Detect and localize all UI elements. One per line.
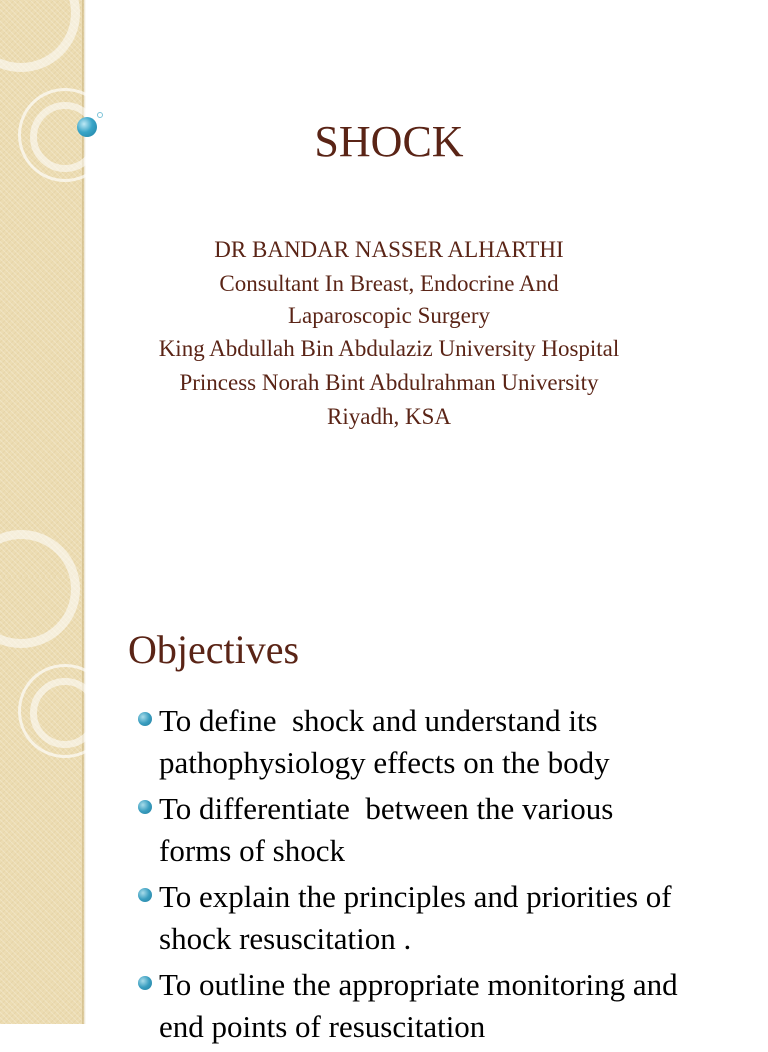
bullet-line: end points of resuscitation	[159, 1009, 486, 1044]
slide-title: Objectives	[128, 627, 300, 672]
slide-title: SHOCK	[314, 117, 464, 166]
round-bullet-icon	[138, 712, 152, 726]
author-location: Riyadh, KSA	[327, 404, 451, 429]
decorative-sidebar	[0, 0, 84, 576]
author-block	[86, 234, 692, 434]
bullet-line: To define shock and understand its	[159, 703, 598, 738]
list-item	[136, 876, 756, 960]
author-title-line-2: Laparoscopic Surgery	[287, 303, 491, 328]
bullet-line: shock resuscitation .	[159, 921, 412, 956]
round-bullet-icon	[138, 888, 152, 902]
list-item	[136, 964, 756, 1048]
bullet-line: To outline the appropriate monitoring and	[159, 967, 678, 1002]
list-item	[136, 700, 756, 784]
sidebar-edge	[82, 576, 86, 1024]
author-name: DR BANDAR NASSER ALHARTHI	[214, 237, 564, 262]
author-title-line-1: Consultant In Breast, Endocrine And	[219, 271, 559, 296]
circle-ring-icon	[30, 678, 100, 748]
objectives-slide	[0, 576, 768, 1044]
bullet-line: To differentiate between the various	[159, 791, 614, 826]
round-bullet-icon	[138, 800, 152, 814]
author-affiliation-2: Princess Norah Bint Abdulrahman University	[179, 370, 599, 395]
author-affiliation-1: King Abdullah Bin Abdulaziz University Hospital	[158, 336, 620, 361]
bullet-line: pathophysiology effects on the body	[159, 745, 610, 780]
bullet-line: forms of shock	[159, 833, 345, 868]
round-bullet-icon	[138, 976, 152, 990]
objectives-list	[136, 700, 756, 1052]
list-item	[136, 788, 756, 872]
bullet-line: To explain the principles and priorities of	[159, 879, 672, 914]
